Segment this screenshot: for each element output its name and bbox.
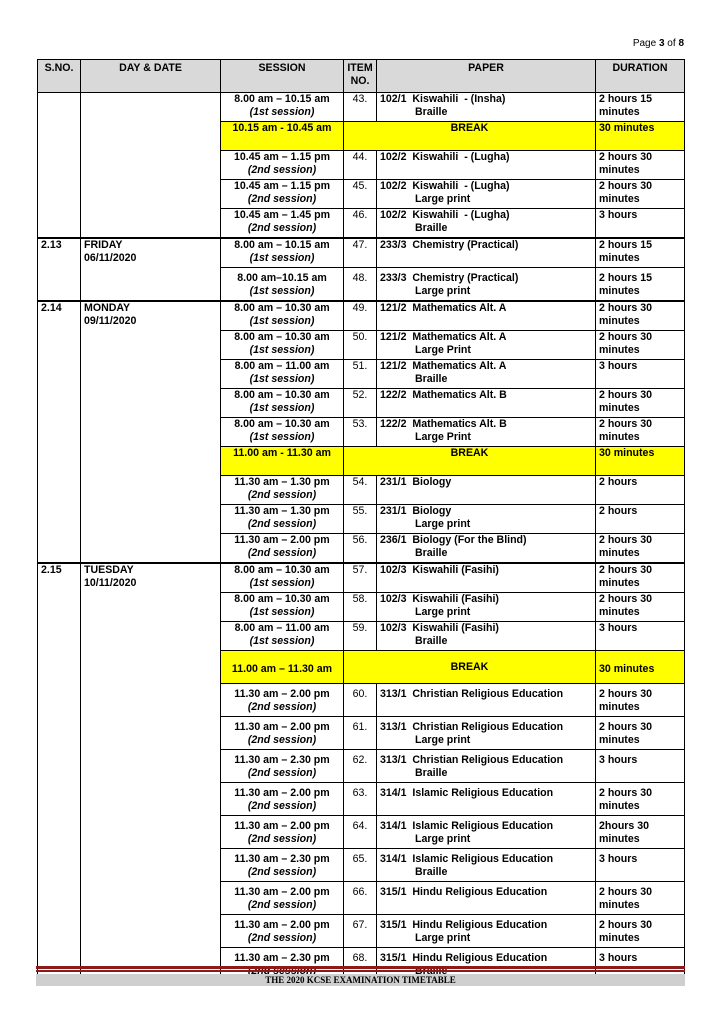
session-cell xyxy=(221,151,344,180)
session-time: 8.00 am – 11.00 am xyxy=(234,360,330,372)
item-number: 62. xyxy=(344,750,377,783)
paper-cell xyxy=(377,622,596,651)
session-label: (2nd session) xyxy=(247,222,317,234)
paper-name: 102/3 Kiswahili (Fasihi) xyxy=(380,593,499,605)
paper-cell xyxy=(377,563,596,593)
paper-cell xyxy=(377,684,596,717)
paper-name: 236/1 Biology (For the Blind) xyxy=(380,534,527,546)
item-number: 53. xyxy=(344,418,377,447)
duration-cell: 3 hours xyxy=(596,750,685,783)
session-time: 11.30 am – 2.00 pm xyxy=(234,886,330,898)
duration-cell: 2 hours 30 minutes xyxy=(596,389,685,418)
session-time: 8.00 am–10.15 am xyxy=(237,272,327,284)
paper-format: Braille xyxy=(415,767,448,779)
session-cell xyxy=(221,915,344,948)
day-name: FRIDAY xyxy=(84,239,123,251)
break-label: BREAK xyxy=(344,651,596,684)
break-label: BREAK xyxy=(344,447,596,476)
session-label: (1st session) xyxy=(249,106,315,118)
session-time: 10.45 am – 1.15 pm xyxy=(234,180,330,192)
paper-cell xyxy=(377,505,596,534)
paper-name: 102/2 Kiswahili - (Lugha) xyxy=(380,180,510,192)
day-date-cell xyxy=(81,238,221,301)
duration-cell: 2 hours 30 minutes xyxy=(596,717,685,750)
paper-name: 313/1 Christian Religious Education xyxy=(380,754,564,766)
paper-format: Large print xyxy=(415,833,471,845)
item-number: 55. xyxy=(344,505,377,534)
paper-name: 121/2 Mathematics Alt. A xyxy=(380,302,507,314)
sno-cell: 2.15 xyxy=(38,563,81,981)
session-cell xyxy=(221,684,344,717)
item-number: 43. xyxy=(344,93,377,122)
session-time: 11.30 am – 2.30 pm xyxy=(234,853,330,865)
sno-cell: 2.13 xyxy=(38,238,81,301)
item-number: 56. xyxy=(344,534,377,564)
duration-cell: 2 hours 30 minutes xyxy=(596,180,685,209)
session-time: 11.30 am – 2.00 pm xyxy=(234,688,330,700)
paper-cell xyxy=(377,301,596,331)
item-number: 57. xyxy=(344,563,377,593)
paper-cell xyxy=(377,534,596,564)
duration-cell: 2 hours 30 minutes xyxy=(596,534,685,564)
session-cell xyxy=(221,505,344,534)
session-cell xyxy=(221,534,344,564)
session-cell xyxy=(221,593,344,622)
header-session: SESSION xyxy=(221,60,344,93)
duration-cell: 2 hours 15 minutes xyxy=(596,268,685,302)
duration-cell: 3 hours xyxy=(596,622,685,651)
item-number: 47. xyxy=(344,238,377,268)
paper-name: 314/1 Islamic Religious Education xyxy=(380,853,554,865)
item-number: 68. xyxy=(344,948,377,981)
duration-cell: 2 hours 30 minutes xyxy=(596,882,685,915)
session-time: 11.30 am – 2.00 pm xyxy=(234,919,330,931)
session-time: 11.30 am – 2.00 pm xyxy=(234,820,330,832)
session-label: (1st session) xyxy=(249,577,315,589)
session-label: (2nd session) xyxy=(247,800,317,812)
session-label: (2nd session) xyxy=(247,518,317,530)
paper-format: Large print xyxy=(415,285,471,297)
session-label: (1st session) xyxy=(249,635,315,647)
header-paper: PAPER xyxy=(377,60,596,93)
item-number: 66. xyxy=(344,882,377,915)
duration-cell: 3 hours xyxy=(596,948,685,981)
duration-cell: 2 hours 30 minutes xyxy=(596,684,685,717)
session-label: (1st session) xyxy=(249,431,315,443)
paper-name: 122/2 Mathematics Alt. B xyxy=(380,418,507,430)
paper-name: 122/2 Mathematics Alt. B xyxy=(380,389,507,401)
item-number: 48. xyxy=(344,268,377,302)
session-cell xyxy=(221,301,344,331)
session-time: 8.00 am – 10.15 am xyxy=(234,93,330,105)
duration-cell: 2 hours xyxy=(596,505,685,534)
item-number: 64. xyxy=(344,816,377,849)
session-time: 11.30 am – 2.00 pm xyxy=(234,787,330,799)
session-cell xyxy=(221,622,344,651)
session-cell xyxy=(221,476,344,505)
duration-cell: 2 hours 15 minutes xyxy=(596,238,685,268)
session-time: 11.30 am – 1.30 pm xyxy=(234,505,330,517)
day-name: MONDAY xyxy=(84,302,131,314)
paper-name: 233/3 Chemistry (Practical) xyxy=(380,272,519,284)
session-label: (2nd session) xyxy=(247,734,317,746)
session-cell xyxy=(221,209,344,239)
session-time: 8.00 am – 10.30 am xyxy=(234,593,330,605)
paper-format: Large print xyxy=(415,518,471,530)
session-cell xyxy=(221,563,344,593)
session-label: (1st session) xyxy=(249,252,315,264)
session-label: (2nd session) xyxy=(247,193,317,205)
session-time: 10.45 am – 1.45 pm xyxy=(234,209,330,221)
paper-format: Large print xyxy=(415,932,471,944)
duration-cell: 2 hours 30 minutes xyxy=(596,418,685,447)
session-cell xyxy=(221,783,344,816)
session-label: (2nd session) xyxy=(247,547,317,559)
paper-name: 102/2 Kiswahili - (Lugha) xyxy=(380,151,510,163)
item-number: 44. xyxy=(344,151,377,180)
session-cell xyxy=(221,93,344,122)
session-time: 10.45 am – 1.15 pm xyxy=(234,151,330,163)
header-day: DAY & DATE xyxy=(81,60,221,93)
session-time: 8.00 am – 10.15 am xyxy=(234,239,330,251)
paper-name: 314/1 Islamic Religious Education xyxy=(380,820,554,832)
break-time: 10.15 am - 10.45 am xyxy=(221,122,344,151)
footer-title: THE 2020 KCSE EXAMINATION TIMETABLE xyxy=(36,974,685,986)
paper-name: 314/1 Islamic Religious Education xyxy=(380,787,554,799)
item-number: 46. xyxy=(344,209,377,239)
paper-format: Braille xyxy=(415,635,448,647)
paper-cell xyxy=(377,816,596,849)
header-sno: S.NO. xyxy=(38,60,81,93)
paper-cell xyxy=(377,418,596,447)
paper-name: 102/3 Kiswahili (Fasihi) xyxy=(380,622,499,634)
timetable xyxy=(37,59,685,981)
paper-cell xyxy=(377,915,596,948)
duration-cell: 2hours 30 minutes xyxy=(596,816,685,849)
item-number: 54. xyxy=(344,476,377,505)
paper-cell xyxy=(377,360,596,389)
paper-cell xyxy=(377,849,596,882)
item-number: 58. xyxy=(344,593,377,622)
paper-cell xyxy=(377,180,596,209)
duration-cell: 2 hours 15 minutes xyxy=(596,93,685,122)
session-time: 8.00 am – 11.00 am xyxy=(234,622,330,634)
break-time: 11.00 am - 11.30 am xyxy=(221,447,344,476)
paper-name: 121/2 Mathematics Alt. A xyxy=(380,331,507,343)
paper-cell xyxy=(377,331,596,360)
duration-cell: 3 hours xyxy=(596,209,685,239)
session-cell xyxy=(221,418,344,447)
day-date-cell xyxy=(81,563,221,981)
paper-cell xyxy=(377,476,596,505)
paper-cell xyxy=(377,783,596,816)
session-time: 8.00 am – 10.30 am xyxy=(234,331,330,343)
sno-cell xyxy=(38,93,81,239)
session-time: 11.30 am – 2.00 pm xyxy=(234,721,330,733)
paper-cell xyxy=(377,593,596,622)
paper-cell xyxy=(377,151,596,180)
paper-cell xyxy=(377,268,596,302)
paper-name: 231/1 Biology xyxy=(380,505,452,517)
session-time: 8.00 am – 10.30 am xyxy=(234,564,330,576)
session-cell xyxy=(221,849,344,882)
session-cell xyxy=(221,331,344,360)
session-cell xyxy=(221,882,344,915)
session-label: (1st session) xyxy=(249,606,315,618)
item-number: 61. xyxy=(344,717,377,750)
item-number: 49. xyxy=(344,301,377,331)
footer-rule-thin xyxy=(36,970,685,972)
paper-name: 231/1 Biology xyxy=(380,476,452,488)
session-cell xyxy=(221,717,344,750)
paper-cell xyxy=(377,93,596,122)
footer-rule xyxy=(36,966,685,969)
session-label: (2nd session) xyxy=(247,489,317,501)
item-number: 59. xyxy=(344,622,377,651)
item-number: 67. xyxy=(344,915,377,948)
session-cell xyxy=(221,268,344,302)
paper-name: 102/2 Kiswahili - (Lugha) xyxy=(380,209,510,221)
paper-cell xyxy=(377,717,596,750)
paper-cell xyxy=(377,750,596,783)
duration-cell: 2 hours 30 minutes xyxy=(596,331,685,360)
paper-cell xyxy=(377,389,596,418)
session-time: 11.30 am – 2.30 pm xyxy=(234,754,330,766)
session-time: 8.00 am – 10.30 am xyxy=(234,389,330,401)
paper-format: Large print xyxy=(415,734,471,746)
duration-cell: 2 hours 30 minutes xyxy=(596,563,685,593)
duration-cell: 2 hours 30 minutes xyxy=(596,783,685,816)
paper-name: 102/1 Kiswahili - (Insha) xyxy=(380,93,506,105)
break-duration: 30 minutes xyxy=(596,447,685,476)
session-label: (1st session) xyxy=(249,373,315,385)
break-label: BREAK xyxy=(344,122,596,151)
break-duration: 30 minutes xyxy=(596,122,685,151)
paper-name: 313/1 Christian Religious Education xyxy=(380,721,564,733)
session-cell xyxy=(221,816,344,849)
duration-cell: 3 hours xyxy=(596,360,685,389)
session-cell xyxy=(221,389,344,418)
paper-name: 315/1 Hindu Religious Education xyxy=(380,886,548,898)
paper-name: 121/2 Mathematics Alt. A xyxy=(380,360,507,372)
session-time: 11.30 am – 1.30 pm xyxy=(234,476,330,488)
table-row xyxy=(38,93,685,122)
session-cell xyxy=(221,238,344,268)
duration-cell: 2 hours 30 minutes xyxy=(596,151,685,180)
day-name: TUESDAY xyxy=(84,564,134,576)
item-number: 52. xyxy=(344,389,377,418)
paper-name: 233/3 Chemistry (Practical) xyxy=(380,239,519,251)
session-time: 11.30 am – 2.00 pm xyxy=(234,534,330,546)
item-number: 63. xyxy=(344,783,377,816)
paper-name: 315/1 Hindu Religious Education xyxy=(380,919,548,931)
session-label: (1st session) xyxy=(249,315,315,327)
duration-cell: 2 hours 30 minutes xyxy=(596,915,685,948)
paper-cell xyxy=(377,882,596,915)
session-time: 8.00 am – 10.30 am xyxy=(234,418,330,430)
item-number: 60. xyxy=(344,684,377,717)
date: 10/11/2020 xyxy=(84,577,137,589)
paper-name: 102/3 Kiswahili (Fasihi) xyxy=(380,564,499,576)
paper-format: Braille xyxy=(415,866,448,878)
date: 09/11/2020 xyxy=(84,315,137,327)
paper-format: Large print xyxy=(415,193,471,205)
session-label: (2nd session) xyxy=(247,164,317,176)
header-duration: DURATION xyxy=(596,60,685,93)
break-duration: 30 minutes xyxy=(596,651,685,684)
session-label: (2nd session) xyxy=(247,701,317,713)
duration-cell: 2 hours xyxy=(596,476,685,505)
session-label: (1st session) xyxy=(249,402,315,414)
session-label: (1st session) xyxy=(249,344,315,356)
paper-cell xyxy=(377,209,596,239)
session-cell xyxy=(221,180,344,209)
session-label: (2nd session) xyxy=(247,767,317,779)
item-number: 65. xyxy=(344,849,377,882)
paper-format: Large print xyxy=(415,606,471,618)
item-number: 50. xyxy=(344,331,377,360)
session-time: 8.00 am – 10.30 am xyxy=(234,302,330,314)
paper-name: 313/1 Christian Religious Education xyxy=(380,688,564,700)
session-cell xyxy=(221,360,344,389)
item-number: 45. xyxy=(344,180,377,209)
break-time: 11.00 am – 11.30 am xyxy=(221,651,344,684)
duration-cell: 3 hours xyxy=(596,849,685,882)
sno-cell: 2.14 xyxy=(38,301,81,563)
paper-format: Braille xyxy=(415,547,448,559)
session-cell xyxy=(221,750,344,783)
session-label: (2nd session) xyxy=(247,932,317,944)
paper-name: 315/1 Hindu Religious Education xyxy=(380,952,548,964)
header-item: ITEM NO. xyxy=(344,60,377,93)
session-label: (2nd session) xyxy=(247,833,317,845)
date: 06/11/2020 xyxy=(84,252,137,264)
day-date-cell xyxy=(81,301,221,563)
session-label: (2nd session) xyxy=(247,899,317,911)
paper-format: Large Print xyxy=(415,431,471,443)
table-row xyxy=(38,238,685,268)
session-time: 11.30 am – 2.30 pm xyxy=(234,952,330,964)
paper-cell xyxy=(377,238,596,268)
duration-cell: 2 hours 30 minutes xyxy=(596,593,685,622)
session-label: (1st session) xyxy=(249,285,315,297)
session-label: (2nd session) xyxy=(247,866,317,878)
duration-cell: 2 hours 30 minutes xyxy=(596,301,685,331)
paper-format: Braille xyxy=(415,106,448,118)
paper-format: Braille xyxy=(415,222,448,234)
day-date-cell xyxy=(81,93,221,239)
paper-format: Large Print xyxy=(415,344,471,356)
page-number: Page 3 of 8 xyxy=(632,38,684,49)
table-header xyxy=(38,60,685,93)
table-row xyxy=(38,301,685,331)
item-number: 51. xyxy=(344,360,377,389)
paper-format: Braille xyxy=(415,373,448,385)
table-row xyxy=(38,563,685,593)
